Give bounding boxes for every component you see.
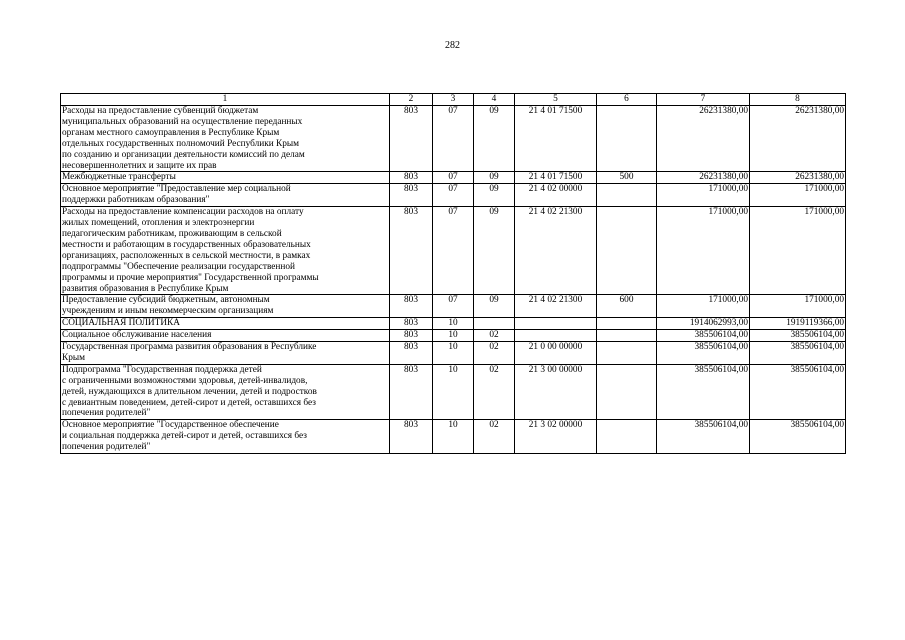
cell-subsection: 02 [474,342,515,365]
cell-section: 07 [433,172,474,184]
cell-target-article: 21 0 00 00000 [515,342,597,365]
cell-section: 07 [433,184,474,207]
table-row [61,364,846,420]
cell-amount-year-1: 26231380,00 [657,106,750,172]
row-name: Расходы на предоставление компенсации расходов на оплату жилых помещений, отопления и электроэнергии педагогическим работникам, проживающим в сельской местности и работающим в государственных образовательных организациях, расположенных в сельской местности, в рамках подпрограммы "Обеспечение реализации государственной программы и прочие мероприятия" Государственной программы развития образования в Республике Крым [61,207,390,295]
column-header: 3 [433,94,474,106]
cell-expense-type [597,184,657,207]
cell-amount-year-1: 385506104,00 [657,364,750,420]
row-name: Государственная программа развития образования в Республике Крым [61,342,390,365]
cell-amount-year-1: 171000,00 [657,207,750,295]
cell-amount-year-1: 171000,00 [657,295,750,318]
cell-section: 07 [433,295,474,318]
cell-expense-type: 600 [597,295,657,318]
cell-amount-year-2: 26231380,00 [750,172,846,184]
cell-target-article: 21 3 00 00000 [515,364,597,420]
cell-section: 10 [433,318,474,330]
cell-expense-type [597,364,657,420]
cell-ministry-code: 803 [390,106,433,172]
cell-section: 10 [433,330,474,342]
table-row [61,342,846,365]
row-name: Основное мероприятие "Предоставление мер социальной поддержки работникам образования" [61,184,390,207]
budget-table [60,93,846,454]
cell-target-article: 21 4 02 00000 [515,184,597,207]
cell-subsection: 09 [474,172,515,184]
column-header: 2 [390,94,433,106]
column-header: 8 [750,94,846,106]
column-header: 7 [657,94,750,106]
cell-amount-year-1: 1914062993,00 [657,318,750,330]
cell-target-article: 21 4 02 21300 [515,295,597,318]
cell-section: 07 [433,207,474,295]
table-row [61,207,846,295]
cell-subsection: 02 [474,364,515,420]
row-name: Межбюджетные трансферты [61,172,390,184]
cell-ministry-code: 803 [390,172,433,184]
cell-section: 10 [433,342,474,365]
cell-section: 10 [433,364,474,420]
table-row [61,184,846,207]
cell-expense-type [597,207,657,295]
cell-subsection: 02 [474,420,515,454]
cell-subsection [474,318,515,330]
cell-expense-type [597,342,657,365]
cell-amount-year-2: 26231380,00 [750,106,846,172]
cell-expense-type [597,318,657,330]
cell-target-article [515,330,597,342]
cell-subsection: 02 [474,330,515,342]
row-name: Предоставление субсидий бюджетным, автономным учреждениям и иным некоммерческим организациям [61,295,390,318]
table-row [61,330,846,342]
cell-ministry-code: 803 [390,330,433,342]
cell-target-article: 21 3 02 00000 [515,420,597,454]
table-row [61,420,846,454]
cell-subsection: 09 [474,295,515,318]
row-name: Основное мероприятие "Государственное обеспечение и социальная поддержка детей-сирот и детей, оставшихся без попечения родителей" [61,420,390,454]
cell-subsection: 09 [474,207,515,295]
cell-amount-year-1: 385506104,00 [657,420,750,454]
cell-expense-type [597,420,657,454]
cell-ministry-code: 803 [390,207,433,295]
cell-amount-year-2: 385506104,00 [750,342,846,365]
cell-section: 07 [433,106,474,172]
row-name: СОЦИАЛЬНАЯ ПОЛИТИКА [61,318,390,330]
cell-amount-year-2: 385506104,00 [750,330,846,342]
row-name: Расходы на предоставление субвенций бюджетам муниципальных образований на осуществление переданных органам местного самоуправления в Республике Крым отдельных государственных полномочий Республики Крым по созданию и организации деятельности комиссий по делам несовершеннолетних и защите их прав [61,106,390,172]
cell-ministry-code: 803 [390,420,433,454]
page-number: 282 [445,40,460,51]
header-row [61,94,846,106]
cell-section: 10 [433,420,474,454]
cell-subsection: 09 [474,184,515,207]
table-row [61,318,846,330]
cell-amount-year-1: 385506104,00 [657,342,750,365]
cell-ministry-code: 803 [390,184,433,207]
row-name: Социальное обслуживание населения [61,330,390,342]
cell-amount-year-1: 385506104,00 [657,330,750,342]
cell-expense-type: 500 [597,172,657,184]
column-header: 5 [515,94,597,106]
cell-target-article: 21 4 02 21300 [515,207,597,295]
table-body [61,106,846,454]
cell-target-article [515,318,597,330]
row-name: Подпрограмма "Государственная поддержка детей с ограниченными возможностями здоровья, детей-инвалидов, детей, нуждающихся в длительном лечении, детей и подростков с девиантным поведением, детей-сирот и детей, оставшихся без попечения родителей" [61,364,390,420]
cell-ministry-code: 803 [390,342,433,365]
cell-target-article: 21 4 01 71500 [515,172,597,184]
cell-amount-year-2: 385506104,00 [750,420,846,454]
cell-amount-year-2: 171000,00 [750,207,846,295]
column-header: 4 [474,94,515,106]
cell-amount-year-1: 171000,00 [657,184,750,207]
cell-subsection: 09 [474,106,515,172]
table-row [61,172,846,184]
cell-amount-year-2: 385506104,00 [750,364,846,420]
cell-expense-type [597,330,657,342]
cell-ministry-code: 803 [390,295,433,318]
cell-target-article: 21 4 01 71500 [515,106,597,172]
column-header: 1 [61,94,390,106]
cell-expense-type [597,106,657,172]
cell-ministry-code: 803 [390,364,433,420]
cell-amount-year-2: 171000,00 [750,184,846,207]
table-row [61,106,846,172]
table-row [61,295,846,318]
column-header: 6 [597,94,657,106]
cell-amount-year-1: 26231380,00 [657,172,750,184]
cell-amount-year-2: 171000,00 [750,295,846,318]
cell-amount-year-2: 1919119366,00 [750,318,846,330]
cell-ministry-code: 803 [390,318,433,330]
